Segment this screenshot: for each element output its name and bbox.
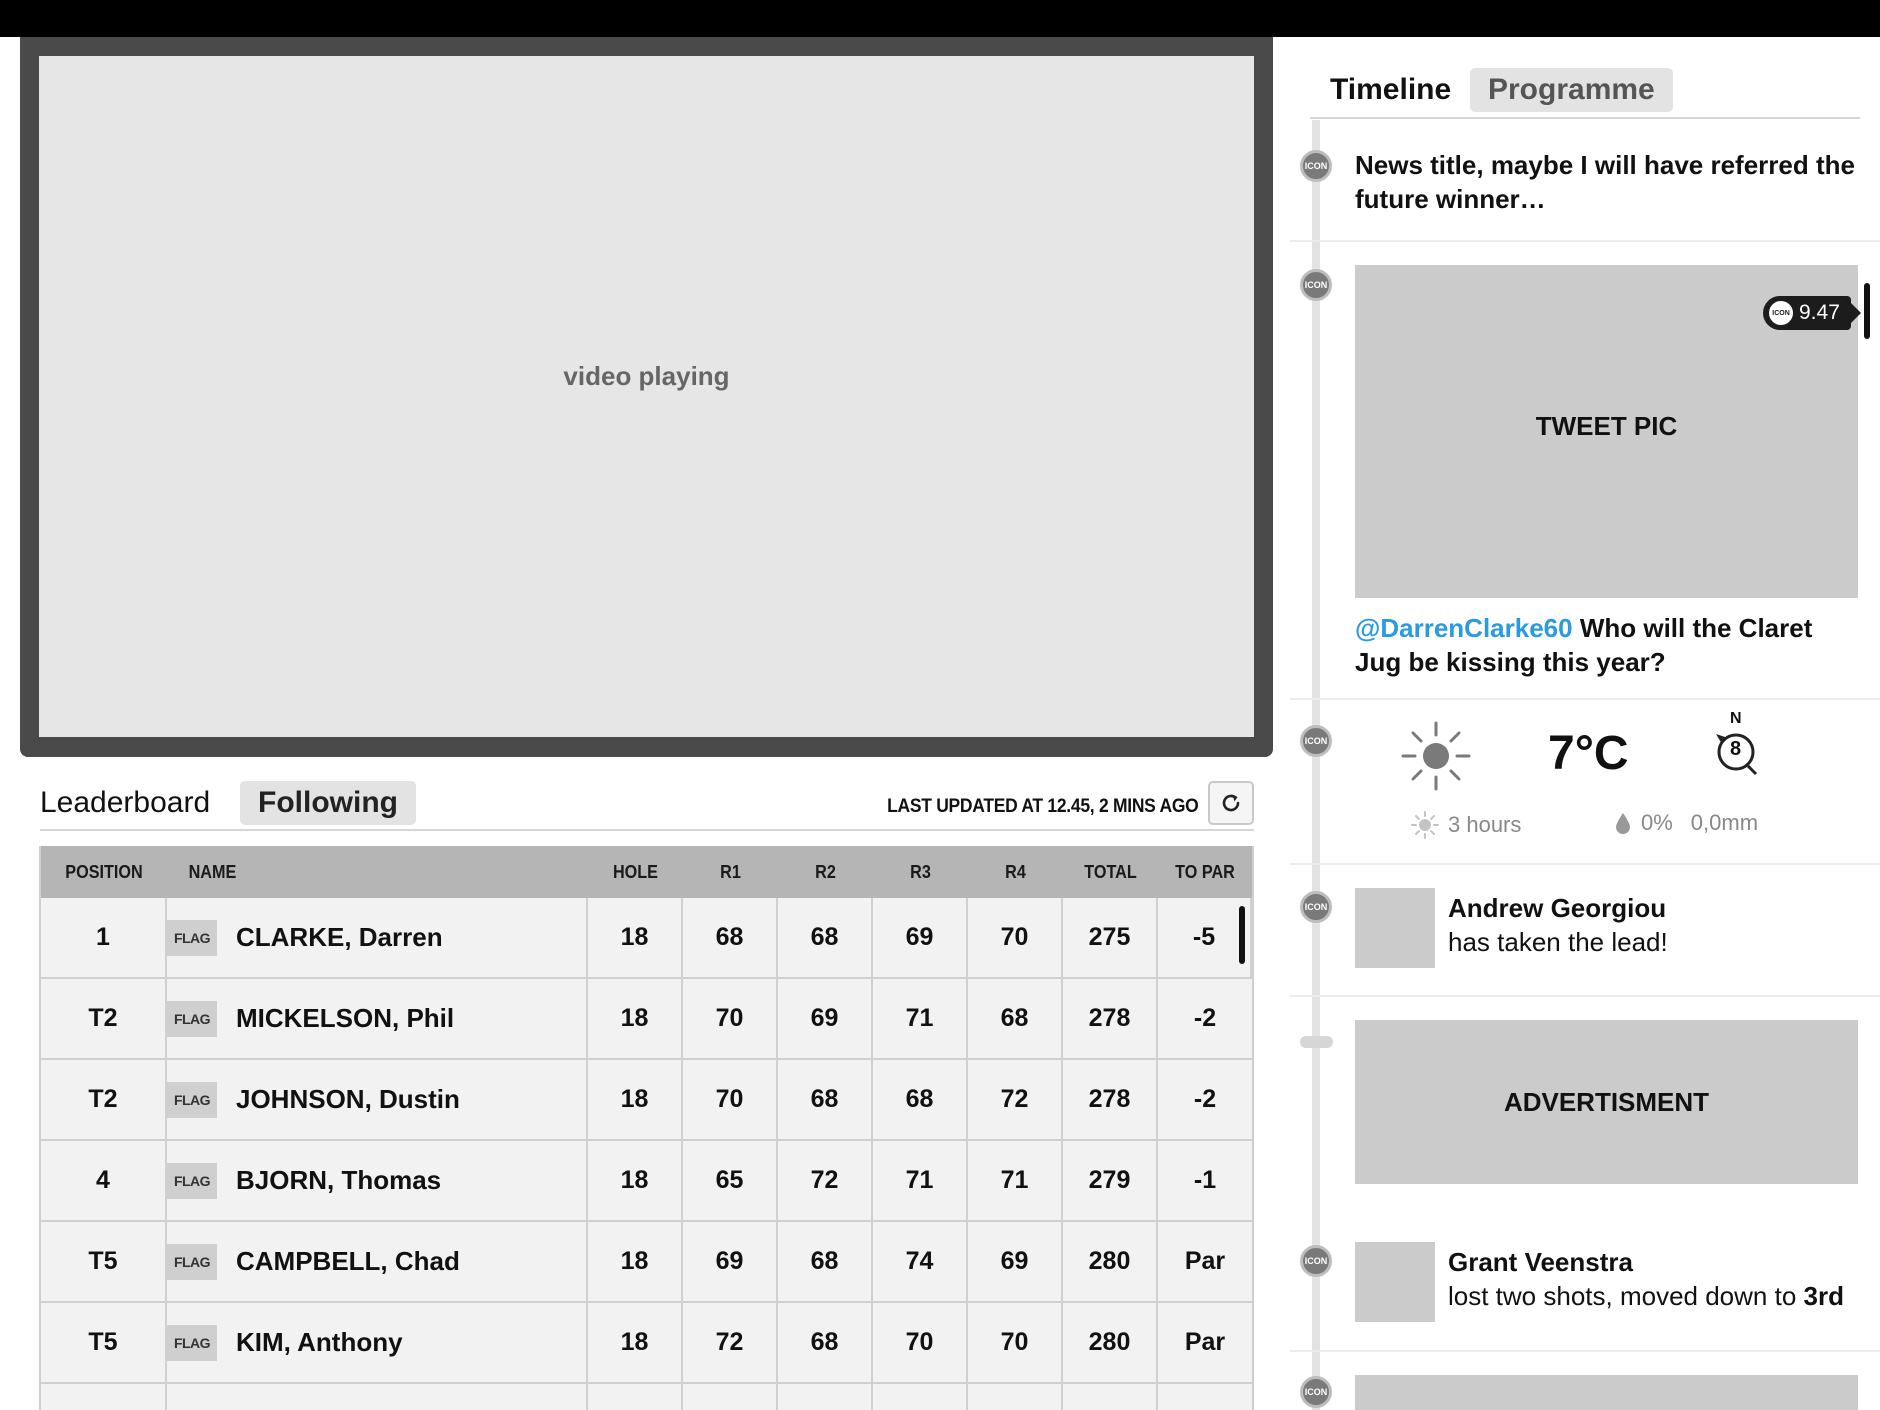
sunshine-hours: 3 hours: [1448, 812, 1522, 837]
flag-icon: FLAG: [167, 1325, 217, 1361]
timer-badge[interactable]: [1763, 296, 1851, 330]
row-hole: 18: [588, 1303, 683, 1382]
player-name: Andrew Georgiou: [1448, 893, 1667, 923]
table-scrollbar[interactable]: [1239, 906, 1245, 964]
wind-direction: N: [1730, 710, 1742, 727]
row-to-par: -1: [1193, 1166, 1217, 1194]
lead-update[interactable]: [1448, 891, 1868, 959]
flag-icon: FLAG: [167, 1163, 217, 1199]
table-row-partial[interactable]: [41, 1384, 1252, 1410]
advertisement[interactable]: ADVERTISMENT: [1355, 1020, 1858, 1184]
row-r2: 68: [778, 1303, 873, 1382]
timer-value: 9.47: [1799, 301, 1840, 324]
row-r3: 70: [873, 1303, 968, 1382]
table-row[interactable]: [41, 979, 1252, 1060]
row-hole: 18: [588, 1222, 683, 1301]
player-name: MICKELSON, Phil: [236, 1003, 455, 1033]
row-r3: 69: [873, 898, 968, 977]
row-r3: 74: [873, 1222, 968, 1301]
player-name: BJORN, Thomas: [236, 1165, 442, 1195]
feed-card-partial[interactable]: [1355, 1375, 1858, 1410]
row-player: [167, 1141, 588, 1220]
divider: [1290, 1350, 1880, 1352]
tab-leaderboard[interactable]: Leaderboard: [40, 786, 211, 819]
table-row[interactable]: [41, 1303, 1252, 1384]
row-r2: 68: [778, 1060, 873, 1139]
column-header-hole[interactable]: HOLE: [612, 861, 658, 882]
flag-icon: FLAG: [167, 920, 217, 956]
video-player[interactable]: [20, 37, 1273, 757]
news-title[interactable]: News title, maybe I will have referred the future winner…: [1355, 150, 1855, 214]
row-to-par: -5: [1158, 898, 1252, 977]
news-icon: ICON: [1300, 150, 1332, 182]
column-header-r3[interactable]: R3: [910, 861, 931, 882]
column-header-total[interactable]: TOTAL: [1084, 861, 1137, 882]
rain-chance: 0%: [1641, 810, 1673, 835]
table-row[interactable]: [41, 1222, 1252, 1303]
rain-amount: 0,0mm: [1690, 810, 1759, 835]
row-r2: 68: [778, 898, 873, 977]
row-total: 278: [1063, 1060, 1158, 1139]
row-r3: 71: [873, 979, 968, 1058]
row-r1: 69: [683, 1222, 778, 1301]
row-r2: 69: [778, 979, 873, 1058]
divider: [1290, 863, 1880, 865]
table-row[interactable]: [41, 898, 1252, 979]
weather-widget: [1400, 710, 1800, 848]
player-name: CAMPBELL, Chad: [236, 1246, 460, 1276]
timeline-line: [1312, 120, 1320, 1410]
row-to-par: -2: [1193, 1085, 1217, 1113]
row-to-par: -2: [1193, 1004, 1217, 1032]
row-r4: 72: [968, 1060, 1063, 1139]
table-row[interactable]: [41, 1141, 1252, 1222]
player-name: KIM, Anthony: [236, 1327, 403, 1357]
weather-icon: ICON: [1300, 725, 1332, 757]
row-position: T5: [41, 1222, 167, 1301]
row-total: 280: [1063, 1303, 1158, 1382]
row-player: [167, 979, 588, 1058]
top-bar: [0, 0, 1880, 37]
flag-icon: FLAG: [167, 1244, 217, 1280]
row-total: 280: [1063, 1222, 1158, 1301]
update-emphasis: 3rd: [1803, 1281, 1844, 1311]
player-name: Grant Veenstra: [1448, 1247, 1633, 1277]
row-total: 275: [1063, 898, 1158, 977]
leaderboard-header: [40, 775, 1254, 831]
sun-icon: [1400, 720, 1472, 792]
column-header-r4[interactable]: R4: [1005, 861, 1026, 882]
flag-icon: FLAG: [167, 1082, 217, 1118]
row-r1: 70: [683, 979, 778, 1058]
refresh-icon: [1219, 791, 1243, 815]
tweet-icon: ICON: [1300, 269, 1332, 301]
tweet-body: Who will the Claret Jug be kissing this year?: [1355, 613, 1813, 677]
row-r4: 70: [968, 1303, 1063, 1382]
tweet-handle-link[interactable]: @DarrenClarke60: [1355, 613, 1573, 643]
video-screen[interactable]: [39, 56, 1254, 737]
row-r4: 68: [968, 979, 1063, 1058]
row-position: T2: [41, 979, 167, 1058]
row-r1: 65: [683, 1141, 778, 1220]
raindrop-icon: [1615, 812, 1631, 834]
row-r2: 72: [778, 1141, 873, 1220]
tab-programme[interactable]: Programme: [1470, 68, 1673, 112]
row-hole: 18: [588, 1060, 683, 1139]
refresh-button[interactable]: [1208, 781, 1254, 825]
row-total: 278: [1063, 979, 1158, 1058]
row-r1: 72: [683, 1303, 778, 1382]
row-position: 4: [41, 1141, 167, 1220]
video-status-text: video playing: [563, 361, 730, 391]
table-header-row: [41, 846, 1252, 898]
player-update-icon: ICON: [1300, 1245, 1332, 1277]
row-r4: 70: [968, 898, 1063, 977]
sunshine-info: [1410, 810, 1521, 840]
column-header-position[interactable]: POSITION: [65, 861, 143, 882]
row-player: [167, 1222, 588, 1301]
row-player: [167, 1060, 588, 1139]
row-position: 1: [41, 898, 167, 977]
row-to-par: Par: [1184, 1247, 1226, 1275]
update-text: has taken the lead!: [1448, 927, 1668, 957]
row-hole: 18: [588, 979, 683, 1058]
player-avatar[interactable]: [1355, 1242, 1435, 1322]
update-text: lost two shots, moved down to: [1448, 1281, 1804, 1311]
row-r3: 68: [873, 1060, 968, 1139]
player-avatar[interactable]: [1355, 888, 1435, 968]
feed-icon: ICON: [1300, 1376, 1332, 1408]
small-sun-icon: [1410, 810, 1440, 840]
leaderboard-table[interactable]: [39, 846, 1254, 1410]
player-update-icon: ICON: [1300, 891, 1332, 923]
tweet-pic-label: TWEET PIC: [1535, 411, 1678, 441]
wind-indicator: [1706, 710, 1766, 782]
row-r2: 68: [778, 1222, 873, 1301]
timeline-tabs: [1310, 65, 1860, 119]
column-header-name[interactable]: NAME: [188, 861, 237, 882]
row-player: [167, 1303, 588, 1382]
player-name: CLARKE, Darren: [236, 922, 443, 952]
row-r4: 69: [968, 1222, 1063, 1301]
wind-speed: 8: [1730, 738, 1742, 760]
flag-icon: FLAG: [167, 1001, 217, 1037]
last-updated-text: LAST UPDATED AT 12.45, 2 MINS AGO: [886, 796, 1198, 817]
row-hole: 18: [588, 898, 683, 977]
row-to-par: Par: [1184, 1328, 1226, 1356]
table-row[interactable]: [41, 1060, 1252, 1141]
column-header-to-par[interactable]: TO PAR: [1175, 861, 1235, 882]
drop-update[interactable]: [1448, 1245, 1868, 1313]
row-r4: 71: [968, 1141, 1063, 1220]
row-position: T5: [41, 1303, 167, 1382]
row-r3: 71: [873, 1141, 968, 1220]
clock-icon: ICON: [1769, 301, 1793, 325]
rain-info: [1615, 810, 1758, 836]
row-hole: 18: [588, 1141, 683, 1220]
row-total: 279: [1063, 1141, 1158, 1220]
temperature: 7°C: [1548, 727, 1629, 780]
timeline-scrollbar[interactable]: [1864, 283, 1870, 339]
tab-timeline[interactable]: Timeline: [1330, 73, 1452, 106]
tweet-text: [1355, 611, 1855, 679]
row-player: [167, 898, 588, 977]
row-r1: 70: [683, 1060, 778, 1139]
tab-following[interactable]: Following: [240, 781, 416, 825]
divider: [1290, 698, 1880, 700]
column-header-r1[interactable]: R1: [720, 861, 741, 882]
divider: [1290, 240, 1880, 242]
timeline-gap-marker: [1300, 1036, 1333, 1048]
row-r1: 68: [683, 898, 778, 977]
row-position: T2: [41, 1060, 167, 1139]
divider: [1290, 995, 1880, 997]
player-name: JOHNSON, Dustin: [236, 1084, 460, 1114]
column-header-r2[interactable]: R2: [815, 861, 836, 882]
